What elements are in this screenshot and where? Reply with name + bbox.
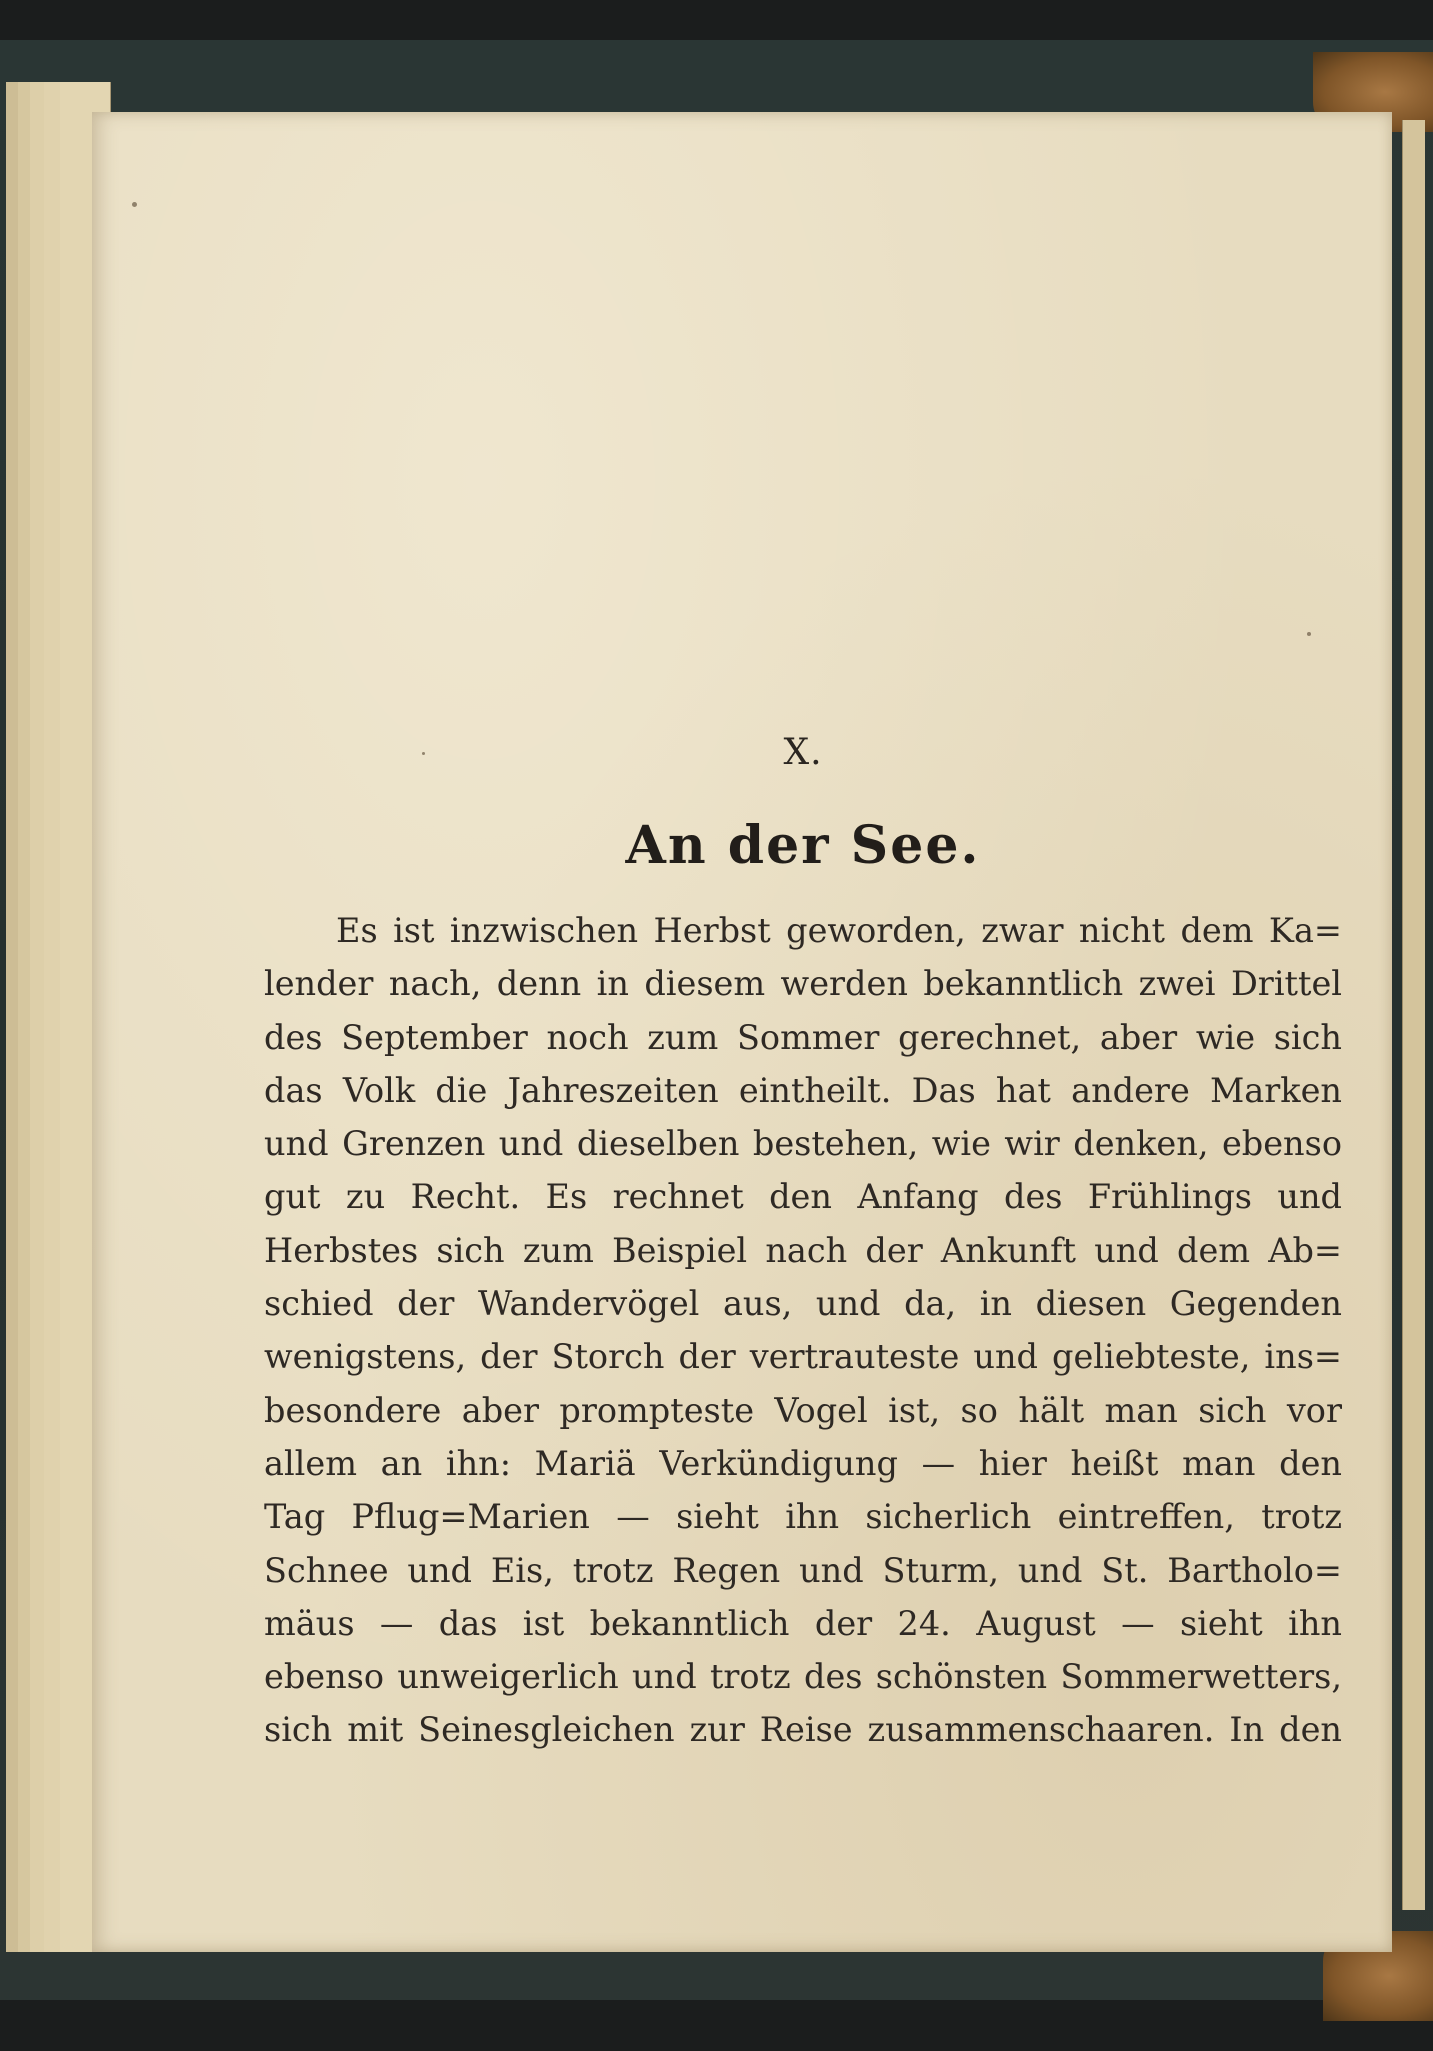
- text-line: Es ist inzwischen Herbst geworden, zwar nicht dem Ka=: [336, 911, 1342, 950]
- text-line: Schnee und Eis, trotz Regen und Sturm, und St. Bartholo=: [264, 1550, 1342, 1590]
- text-line: wenigstens, der Storch der vertrauteste und geliebteste, ins=: [264, 1337, 1342, 1377]
- text-line: besondere aber prompteste Vogel ist, so hält man sich vor: [264, 1390, 1342, 1430]
- right-page-edge: [1402, 120, 1425, 1910]
- text-line: des September noch zum Sommer gerechnet, aber wie sich: [264, 1017, 1342, 1057]
- text-line: allem an ihn: Mariä Verkündigung — hier heißt man den: [264, 1443, 1342, 1483]
- chapter-title: An der See.: [625, 815, 981, 876]
- paper-speck: [1307, 632, 1311, 636]
- text-line: und Grenzen und dieselben bestehen, wie wir denken, ebenso: [264, 1124, 1342, 1164]
- text-line: ebenso unweigerlich und trotz des schönsten Sommerwetters,: [264, 1657, 1342, 1697]
- text-line: mäus — das ist bekanntlich der 24. August — sieht ihn: [264, 1603, 1342, 1643]
- page-content: [264, 732, 1342, 1757]
- text-line: Herbstes sich zum Beispiel nach der Ankunft und dem Ab=: [264, 1230, 1342, 1270]
- text-line: gut zu Recht. Es rechnet den Anfang des Frühlings und: [264, 1177, 1342, 1217]
- text-line: Tag Pflug=Marien — sieht ihn sicherlich eintreffen, trotz: [264, 1497, 1342, 1537]
- chapter-number: X.: [783, 732, 823, 773]
- body-paragraph: [264, 904, 1342, 1757]
- text-line: lender nach, denn in diesem werden bekanntlich zwei Drittel: [264, 964, 1342, 1004]
- text-line: schied der Wandervögel aus, und da, in diesen Gegenden: [264, 1284, 1342, 1324]
- text-line: das Volk die Jahreszeiten eintheilt. Das hat andere Marken: [264, 1070, 1342, 1110]
- paper-speck: [132, 202, 137, 207]
- text-line: sich mit Seinesgleichen zur Reise zusammenschaaren. In den: [264, 1710, 1342, 1750]
- book-page: [92, 112, 1392, 1952]
